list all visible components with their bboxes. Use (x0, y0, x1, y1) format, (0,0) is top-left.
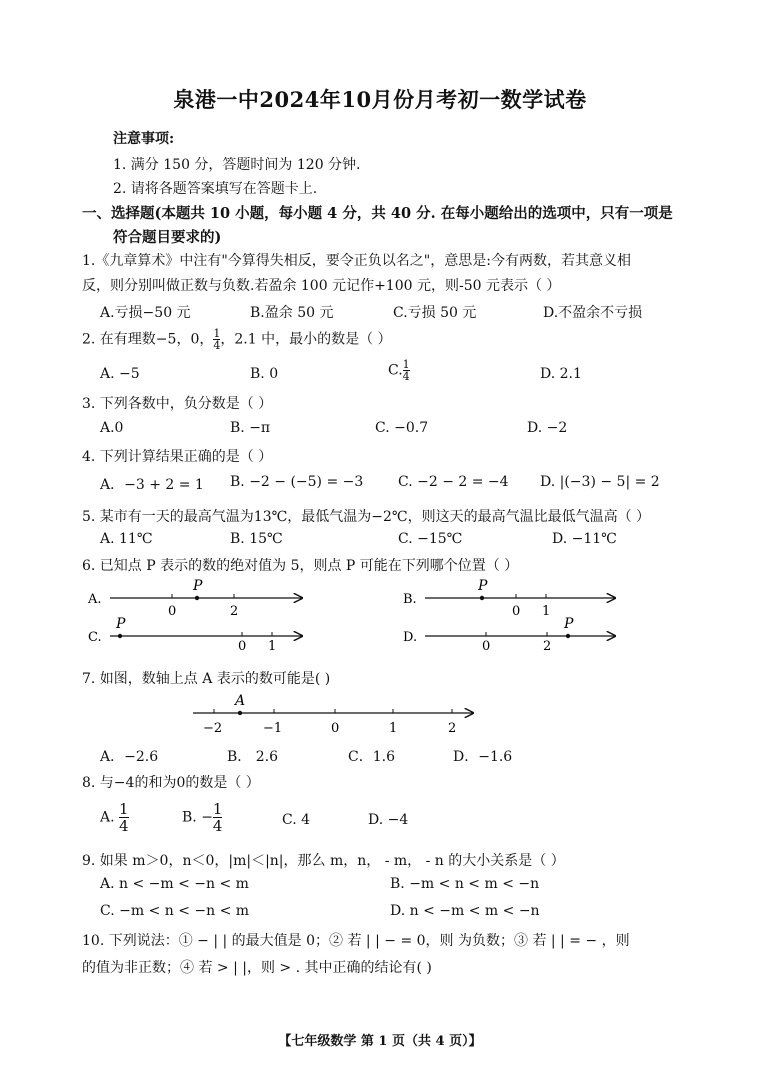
q5-option-b: B. 15℃ (230, 531, 283, 547)
q4-option-b: B. −2 − (−5) = −3 (230, 474, 364, 490)
section-heading: 一、选择题(本题共 10 小题，每小题 4 分，共 40 分. 在每小题给出的选项中，只有一项是 (82, 205, 673, 222)
q5-option-c: C. −15℃ (398, 531, 463, 547)
svg-text:1: 1 (268, 639, 277, 650)
q9-option-d: D. n < −m < m < −n (390, 903, 540, 919)
note-item-2: 2. 请将各题答案填写在答题卡上. (113, 181, 318, 197)
svg-text:P: P (116, 616, 126, 632)
q3-stem: 3. 下列各数中，负分数是（ ） (82, 396, 273, 412)
svg-text:0: 0 (168, 604, 177, 619)
q10-stem-line1: 10. 下列说法：① − | | 的最大值是 0；② 若 | | − = 0，则 为负数；③ 若 | | = − ，则 (82, 933, 630, 949)
q6-label-b: B. (403, 592, 417, 607)
q5-stem: 5. 某市有一天的最高气温为13℃，最低气温为−2℃，则这天的最高气温比最低气温高（ ） (82, 509, 651, 525)
q6-point-a (195, 596, 199, 600)
q7-option-a: A．−2.6 (100, 749, 159, 765)
q6-point-c (118, 634, 122, 638)
svg-text:2: 2 (448, 721, 457, 736)
q9-option-a: A. n < −m < −n < m (100, 876, 249, 892)
q9-option-b: B. −m < n < m < −n (390, 876, 540, 892)
q2-stem: 2. 在有理数−5，0， $\frac{1}{4}$ ，2.1 中，最小的数是（ ） (82, 327, 392, 352)
svg-text:0: 0 (482, 639, 491, 650)
svg-text:A: A (235, 693, 246, 709)
q2-option-a: A. −5 (100, 366, 140, 382)
q2-option-b: B. 0 (250, 366, 279, 382)
section-heading-cont: 符合题目要求的) (113, 229, 222, 246)
q6-label-c: C. (88, 630, 102, 645)
q3-option-b: B. −π (230, 420, 271, 436)
q2-fraction: $\frac{1}{4}$ (213, 327, 221, 352)
q6-label-d: D. (403, 630, 418, 645)
q8-option-b: B. − $\frac{1}{4}$ (182, 800, 223, 835)
svg-text:P: P (193, 578, 203, 594)
svg-text:1: 1 (542, 604, 551, 619)
q9-option-c: C. −m < n < −n < m (100, 903, 250, 919)
svg-text:1: 1 (389, 721, 398, 736)
q3-option-a: A.0 (100, 420, 124, 436)
q8-option-a: A. $\frac{1}{4}$ (100, 800, 129, 835)
q8-stem: 8. 与−4的和为0的数是（ ） (82, 775, 260, 791)
svg-text:−2: −2 (203, 721, 223, 736)
q7-option-c: C．1.6 (348, 749, 395, 765)
q8-option-d: D. −4 (368, 812, 409, 828)
q1-option-c: C.亏损 50 元 (393, 305, 477, 321)
q1-stem-line1: 1.《九章算术》中注有"今算得失相反，要令正负以名之"，意思是:今有两数，若其意义相 (82, 253, 631, 269)
q6-label-a: A. (88, 592, 102, 607)
q7-point-a (238, 711, 242, 715)
q7-number-line (185, 690, 485, 740)
svg-text:0: 0 (512, 604, 521, 619)
page-footer: 【七年级数学 第 1 页（共 4 页）】 (278, 1034, 482, 1049)
q1-option-a: A.亏损−50 元 (100, 305, 191, 321)
q1-option-d: D.不盈余不亏损 (543, 305, 643, 321)
note-item-1: 1. 满分 150 分，答题时间为 120 分钟. (113, 157, 361, 173)
q9-stem: 9. 如果 m＞0，n＜0，|m|＜|n|，那么 m，n， - m， - n 的大小关系是（ ） (82, 853, 565, 869)
q7-stem: 7. 如图，数轴上点 A 表示的数可能是( ) (82, 671, 331, 687)
page-title: 泉港一中2024年10月份月考初一数学试卷 (173, 87, 587, 112)
svg-text:0: 0 (238, 639, 247, 650)
notes-heading: 注意事项: (113, 131, 175, 147)
svg-text:P: P (564, 616, 574, 632)
q3-option-d: D. −2 (527, 420, 568, 436)
q2-option-d: D. 2.1 (540, 366, 582, 382)
svg-text:−1: −1 (263, 721, 283, 736)
q10-stem-line2: 的值为非正数；④ 若 > | |，则 > . 其中正确的结论有( ) (82, 960, 432, 976)
q6-point-d (566, 634, 570, 638)
q7-option-b: B． 2.6 (227, 749, 279, 765)
q4-option-d: D. |(−3) − 5| = 2 (540, 474, 660, 490)
q2-option-c: C. $\frac{1}{4}$ (388, 358, 410, 383)
svg-text:P: P (478, 578, 488, 594)
q6-point-b (480, 596, 484, 600)
svg-text:0: 0 (331, 721, 340, 736)
q6-number-lines (80, 575, 640, 650)
q8-option-c: C. 4 (282, 812, 311, 828)
q5-option-d: D. −11℃ (552, 531, 617, 547)
svg-text:2: 2 (230, 604, 239, 619)
q4-option-a: A．−3 + 2 = 1 (100, 477, 204, 493)
q4-option-c: C. −2 − 2 = −4 (398, 474, 509, 490)
q5-option-a: A. 11℃ (100, 531, 153, 547)
svg-text:2: 2 (543, 639, 552, 650)
q1-option-b: B.盈余 50 元 (250, 305, 334, 321)
q4-stem: 4. 下列计算结果正确的是（ ） (82, 449, 273, 465)
q1-stem-line2: 反，则分别叫做正数与负数.若盈余 100 元记作+100 元，则-50 元表示（ ） (82, 278, 561, 294)
q6-stem: 6. 已知点 P 表示的数的绝对值为 5，则点 P 可能在下列哪个位置（ ） (82, 558, 519, 574)
q3-option-c: C. −0.7 (375, 420, 429, 436)
q7-option-d: D．−1.6 (453, 749, 513, 765)
